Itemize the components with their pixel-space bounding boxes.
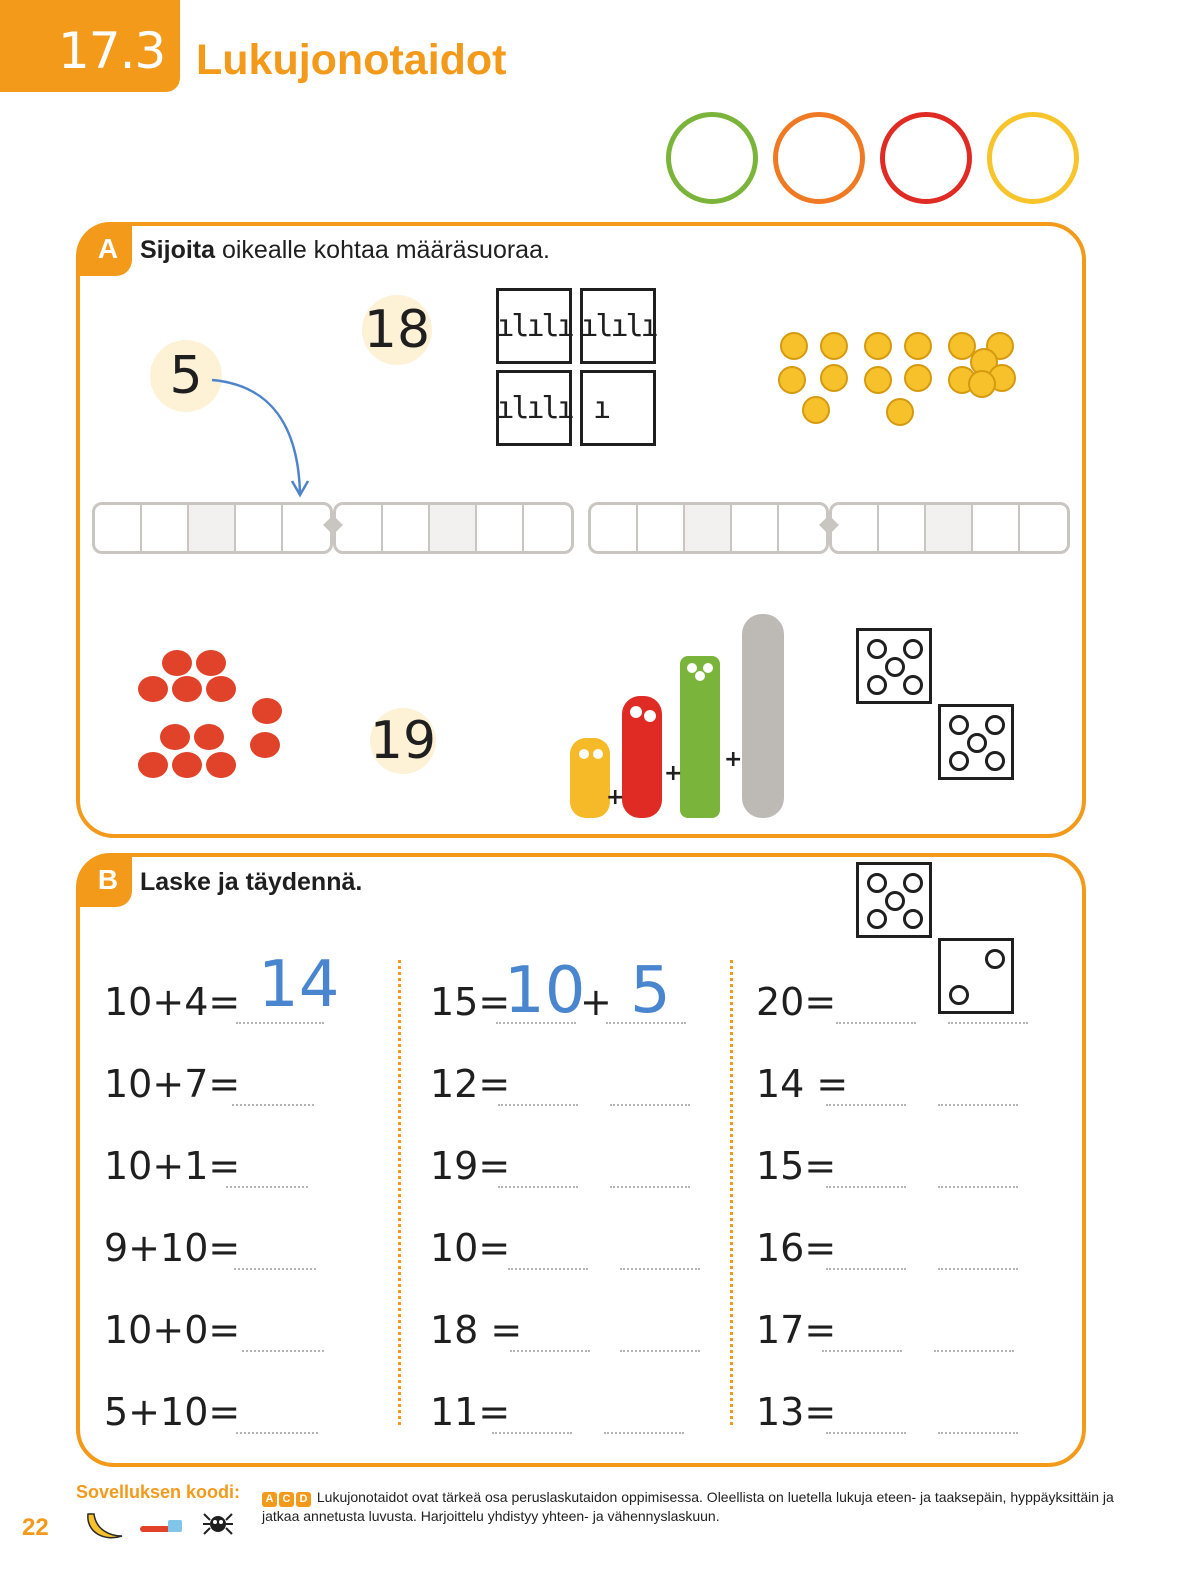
answer-field[interactable] xyxy=(232,1104,314,1106)
answer-field[interactable] xyxy=(226,1186,308,1188)
answer-field[interactable] xyxy=(938,1268,1018,1270)
footer-text: Lukujonotaidot ovat tärkeä osa peruslaskutaidon oppimisessa. Oleellista on luetella lukuja eteen- ja taaksepäin, hyppäyksittäin ja jatkaa annetusta luvusta. Harjoittelu yhdistyy yhteen- ja vähennyslaskuun. xyxy=(262,1489,1114,1524)
answer-field[interactable] xyxy=(496,1022,576,1024)
coin-icon xyxy=(968,370,996,398)
answer-field[interactable] xyxy=(492,1432,572,1434)
coin-icon xyxy=(778,366,806,394)
banana-icon[interactable] xyxy=(82,1506,126,1546)
equation-answer-part: 5 xyxy=(630,954,671,1028)
coin-icon xyxy=(780,332,808,360)
number-line-left[interactable] xyxy=(92,502,574,554)
exercise-a-instruction xyxy=(140,236,550,265)
app-code-label: Sovelluksen koodi: xyxy=(76,1482,241,1502)
equation-expression: 11= xyxy=(430,1390,511,1434)
equation-expression: 14 = xyxy=(756,1062,849,1106)
instruction-text: oikealle kohtaa määräsuoraa. xyxy=(215,236,550,264)
coin-icon xyxy=(820,332,848,360)
plus-sign: + xyxy=(580,980,612,1024)
coin-icon xyxy=(904,364,932,392)
number-badge-5[interactable]: 5 xyxy=(150,340,222,412)
equation-expression: 10+4= xyxy=(104,980,241,1024)
answer-field[interactable] xyxy=(826,1104,906,1106)
answer-field[interactable] xyxy=(938,1186,1018,1188)
tomato-icon xyxy=(252,698,282,724)
rating-circle-green[interactable] xyxy=(666,112,758,204)
answer-field[interactable] xyxy=(620,1350,700,1352)
column-separator xyxy=(398,960,401,1425)
equation-expression: 20= xyxy=(756,980,837,1024)
tally-box: ılılı xyxy=(496,288,572,364)
number-badge-19[interactable]: 19 xyxy=(370,708,436,774)
equation-expression: 15= xyxy=(756,1144,837,1188)
equation-expression: 10+0= xyxy=(104,1308,241,1352)
answer-field[interactable] xyxy=(234,1268,316,1270)
answer-field[interactable] xyxy=(604,1432,684,1434)
equation-expression: 9+10= xyxy=(104,1226,241,1270)
exercise-b-instruction: Laske ja täydennä. xyxy=(140,868,363,896)
tomato-icon xyxy=(172,752,202,778)
exercise-a-letter: A xyxy=(76,222,132,276)
number-badge-18[interactable]: 18 xyxy=(362,295,432,365)
tomato-icon xyxy=(162,650,192,676)
tomato-icon xyxy=(138,752,168,778)
coin-icon xyxy=(904,332,932,360)
answer-field[interactable] xyxy=(610,1186,690,1188)
coin-icon xyxy=(864,366,892,394)
chapter-number: 17.3 xyxy=(58,22,166,80)
column-separator xyxy=(730,960,733,1425)
coin-icon xyxy=(802,396,830,424)
tally-box: ılılı xyxy=(496,370,572,446)
dot-box xyxy=(856,628,932,704)
answer-field[interactable] xyxy=(948,1022,1028,1024)
number-line-half xyxy=(92,502,333,554)
answer-field[interactable] xyxy=(508,1268,588,1270)
tomato-icon xyxy=(160,724,190,750)
dot-boxes-group[interactable] xyxy=(856,628,1016,788)
page-title: Lukujonotaidot xyxy=(196,36,507,84)
tally-group[interactable] xyxy=(496,288,658,450)
answer-field[interactable] xyxy=(498,1186,578,1188)
rating-circle-red[interactable] xyxy=(880,112,972,204)
equation-expression: 12= xyxy=(430,1062,511,1106)
tomato-icon xyxy=(206,676,236,702)
answer-field[interactable] xyxy=(934,1350,1014,1352)
number-line-half xyxy=(333,502,574,554)
instruction-verb: Sijoita xyxy=(140,236,216,264)
answer-field[interactable] xyxy=(822,1350,902,1352)
dot-box xyxy=(938,704,1014,780)
answer-field[interactable] xyxy=(236,1022,324,1024)
number-line-half xyxy=(588,502,829,554)
answer-field[interactable] xyxy=(938,1432,1018,1434)
answer-field[interactable] xyxy=(510,1350,590,1352)
code-letter-badge: A xyxy=(262,1492,277,1507)
answer-field[interactable] xyxy=(836,1022,916,1024)
tomato-icon xyxy=(194,724,224,750)
code-letter-badge: C xyxy=(279,1492,294,1507)
spider-icon[interactable] xyxy=(202,1510,234,1540)
page-number: 22 xyxy=(22,1514,49,1541)
svg-text:+: + xyxy=(606,785,625,810)
equation-answer: 14 xyxy=(258,948,340,1022)
number-line-half xyxy=(829,502,1070,554)
equation-expression: 17= xyxy=(756,1308,837,1352)
code-letter-badge: D xyxy=(296,1492,311,1507)
tally-box: ı xyxy=(580,370,656,446)
answer-field[interactable] xyxy=(610,1104,690,1106)
answer-field[interactable] xyxy=(826,1268,906,1270)
coin-icon xyxy=(864,332,892,360)
equation-expression: 15= xyxy=(430,980,511,1024)
arrow-icon xyxy=(200,365,320,505)
coin-icon xyxy=(886,398,914,426)
answer-field[interactable] xyxy=(606,1022,686,1024)
equation-expression: 10+7= xyxy=(104,1062,241,1106)
tomato-icon xyxy=(138,676,168,702)
svg-text:+: + xyxy=(664,761,683,786)
monster-bars-group[interactable] xyxy=(564,608,794,822)
answer-field[interactable] xyxy=(826,1186,906,1188)
equation-expression: 5+10= xyxy=(104,1390,241,1434)
exercise-b-letter: B xyxy=(76,853,132,907)
equation-expression: 19= xyxy=(430,1144,511,1188)
tomato-icon xyxy=(172,676,202,702)
answer-field[interactable] xyxy=(938,1104,1018,1106)
answer-field[interactable] xyxy=(236,1432,318,1434)
coins-group[interactable] xyxy=(778,330,1028,430)
tomato-icon xyxy=(196,650,226,676)
equation-expression: 13= xyxy=(756,1390,837,1434)
svg-text:+: + xyxy=(724,747,743,772)
equation-answer-part: 10 xyxy=(504,954,586,1028)
answer-field[interactable] xyxy=(826,1432,906,1434)
rating-circle-orange[interactable] xyxy=(773,112,865,204)
number-line-right[interactable] xyxy=(588,502,1070,554)
tomato-icon xyxy=(250,732,280,758)
answer-field[interactable] xyxy=(498,1104,578,1106)
toothbrush-icon[interactable] xyxy=(138,1516,186,1538)
tally-box: ılılı xyxy=(580,288,656,364)
footer-note xyxy=(262,1488,1142,1525)
equation-expression: 10= xyxy=(430,1226,511,1270)
answer-field[interactable] xyxy=(620,1268,700,1270)
rating-circle-yellow[interactable] xyxy=(987,112,1079,204)
answer-field[interactable] xyxy=(242,1350,324,1352)
tomatoes-group[interactable] xyxy=(136,644,286,784)
equation-expression: 10+1= xyxy=(104,1144,241,1188)
coin-icon xyxy=(820,364,848,392)
equation-expression: 18 = xyxy=(430,1308,523,1352)
equation-expression: 16= xyxy=(756,1226,837,1270)
tomato-icon xyxy=(206,752,236,778)
